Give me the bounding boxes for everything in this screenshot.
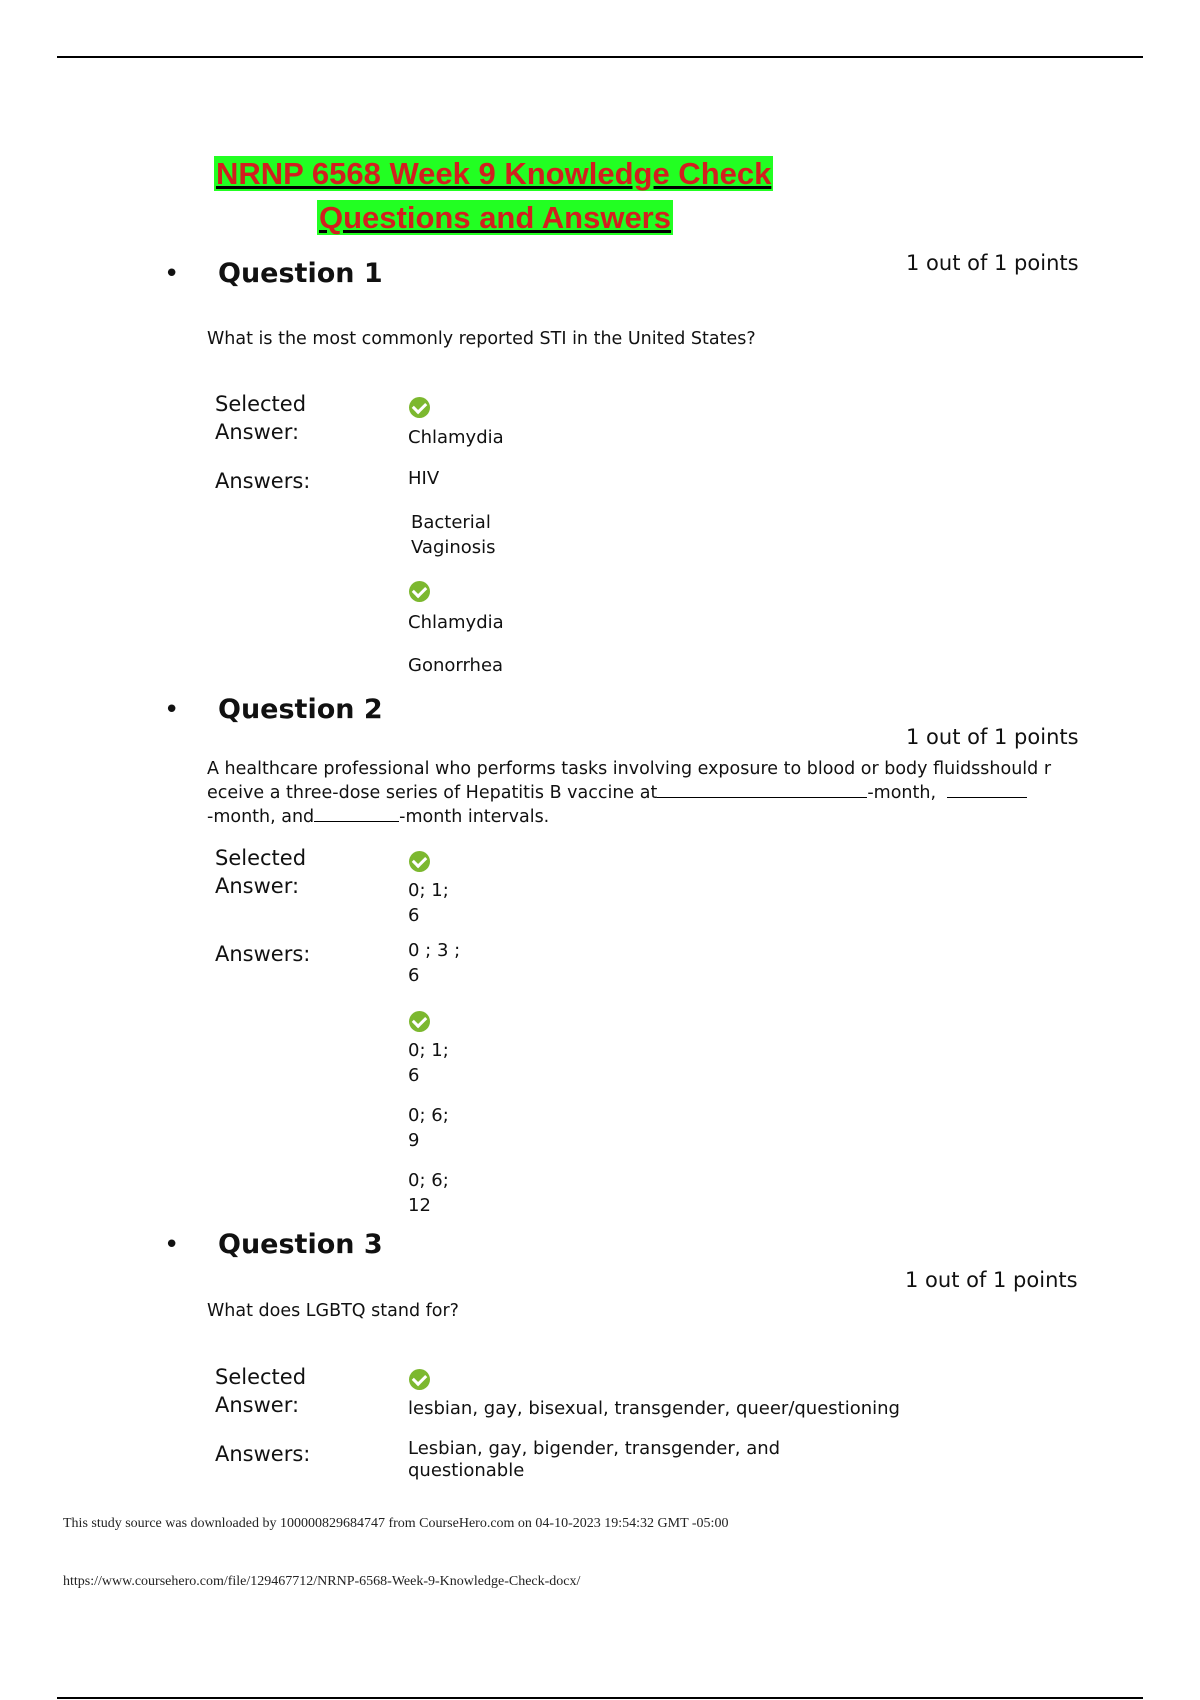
correct-check-icon xyxy=(409,851,430,872)
fill-blank xyxy=(314,807,399,822)
correct-check-icon xyxy=(409,1011,430,1032)
correct-check-icon xyxy=(409,581,430,602)
question-1-text: What is the most commonly reported STI in the United States? xyxy=(207,329,756,349)
download-notice: This study source was downloaded by 100000829684747 from CourseHero.com on 04-10-2023 19:54:32 GMT -05:00 xyxy=(63,1516,729,1531)
question-2-answer: 0; 6; 12 xyxy=(408,1170,449,1216)
question-2-answer: 0 ; 3 ; 6 xyxy=(408,940,461,986)
bullet-icon: • xyxy=(164,695,180,725)
answers-label: Answers: xyxy=(215,1442,311,1466)
selected-answer-label: Selected Answer: xyxy=(215,392,307,444)
selected-answer-label: Selected Answer: xyxy=(215,846,307,898)
bullet-icon: • xyxy=(164,259,180,289)
question-1-answer: Chlamydia xyxy=(408,612,504,633)
fill-blank xyxy=(947,783,1027,798)
answers-label: Answers: xyxy=(215,469,311,493)
bullet-icon: • xyxy=(164,1230,180,1260)
question-1-title: Question 1 xyxy=(218,258,383,289)
title-line-1: NRNP 6568 Week 9 Knowledge Check xyxy=(216,156,772,191)
question-3-text: What does LGBTQ stand for? xyxy=(207,1301,459,1321)
question-1-points: 1 out of 1 points xyxy=(906,251,1079,275)
fill-blank xyxy=(657,783,867,798)
question-2-answer: 0; 1; 6 xyxy=(408,1040,449,1086)
question-3-answer: Lesbian, gay, bigender, transgender, and questionable xyxy=(408,1438,781,1481)
correct-check-icon xyxy=(409,397,430,418)
question-1-selected: Chlamydia xyxy=(408,427,504,448)
selected-answer-label: Selected Answer: xyxy=(215,1365,307,1417)
question-2-answer: 0; 6; 9 xyxy=(408,1105,449,1151)
question-2-text: A healthcare professional who performs tasks involving exposure to blood or body fluidsshould r eceive a three-dose series of Hepatitis B vaccine at -month, -month, and -month intervals. xyxy=(207,759,1052,827)
top-rule xyxy=(57,56,1143,58)
source-url[interactable]: https://www.coursehero.com/file/129467712/NRNP-6568-Week-9-Knowledge-Check-docx/ xyxy=(63,1574,581,1589)
correct-check-icon xyxy=(409,1369,430,1390)
question-1-answer: Gonorrhea xyxy=(408,655,504,676)
title-line-2: Questions and Answers xyxy=(319,200,671,235)
question-2-selected: 0; 1; 6 xyxy=(408,880,449,926)
question-1-answer: HIV xyxy=(408,468,440,489)
bottom-rule xyxy=(57,1697,1143,1699)
question-3-title: Question 3 xyxy=(218,1229,383,1260)
question-3-selected: lesbian, gay, bisexual, transgender, queer/questioning xyxy=(408,1398,900,1419)
question-3-points: 1 out of 1 points xyxy=(905,1268,1078,1292)
question-1-answer: Bacterial Vaginosis xyxy=(411,512,496,558)
question-2-title: Question 2 xyxy=(218,694,383,725)
answers-label: Answers: xyxy=(215,942,311,966)
question-2-points: 1 out of 1 points xyxy=(906,725,1079,749)
